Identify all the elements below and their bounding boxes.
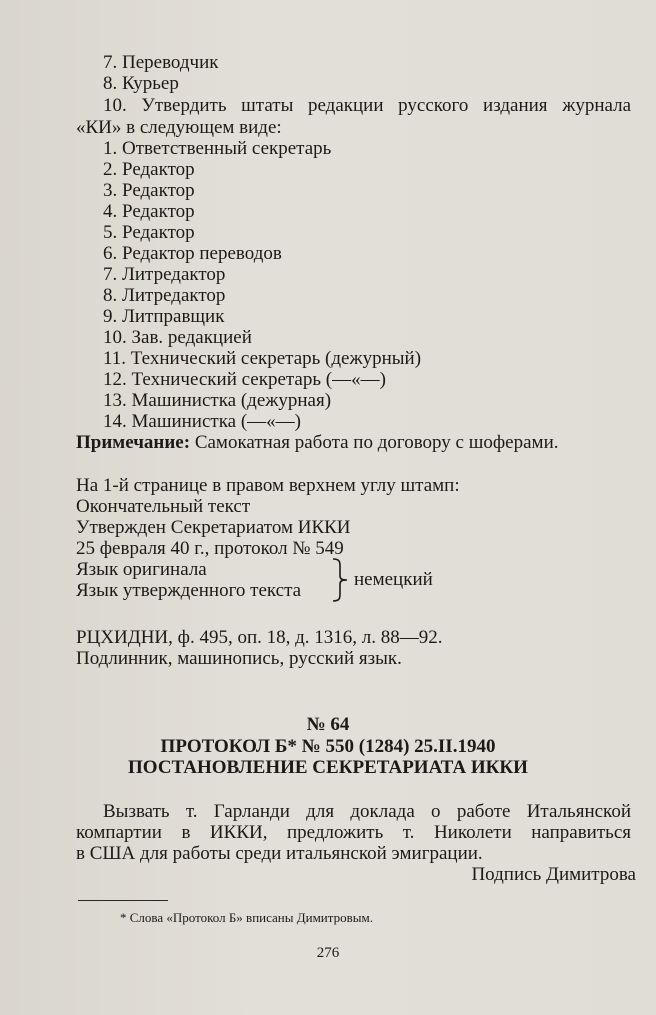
archive-desc: Подлинник, машинопись, русский язык. — [76, 648, 402, 669]
body-line: в США для работы среди итальянской эмиграции. — [76, 843, 483, 864]
body-line: компартии в ИККИ, предложить т. Николети направиться — [76, 822, 631, 843]
archive-ref: РЦХИДНИ, ф. 495, оп. 18, д. 1316, л. 88—92. — [76, 627, 443, 648]
stamp-lang-original: Язык оригинала — [76, 559, 207, 580]
footnote: * Слова «Протокол Б» вписаны Димитровым. — [120, 910, 373, 925]
document-number: № 64 — [306, 714, 350, 735]
list-item: 12. Технический секретарь (—«—) — [103, 369, 386, 390]
list-item: 6. Редактор переводов — [103, 243, 282, 264]
footnote-divider — [78, 900, 168, 901]
list-item: 13. Машинистка (дежурная) — [103, 390, 332, 411]
list-item: 11. Технический секретарь (дежурный) — [103, 348, 422, 369]
list-item: 9. Литправщик — [103, 306, 225, 327]
stamp-line: 25 февраля 40 г., протокол № 549 — [76, 538, 344, 559]
document-subtitle: ПОСТАНОВЛЕНИЕ СЕКРЕТАРИАТА ИККИ — [128, 757, 528, 778]
list-item: 1. Ответственный секретарь — [103, 138, 332, 159]
note-text: Самокатная работа по договору с шоферами. — [194, 432, 559, 453]
list-item: 7. Переводчик — [103, 52, 219, 73]
list-item: 4. Редактор — [103, 201, 195, 222]
note-label: Примечание: — [76, 432, 191, 453]
note-line — [76, 432, 558, 453]
stamp-line: Утвержден Секретариатом ИККИ — [76, 517, 351, 538]
list-item: 8. Курьер — [103, 73, 179, 94]
paragraph-line: «КИ» в следующем виде: — [76, 117, 282, 138]
signature: Подпись Димитрова — [471, 864, 636, 885]
stamp-lang-approved: Язык утвержденного текста — [76, 580, 302, 601]
list-item: 14. Машинистка (—«—) — [103, 411, 301, 432]
list-item: 8. Литредактор — [103, 285, 226, 306]
right-brace-icon — [330, 557, 352, 603]
list-item: 5. Редактор — [103, 222, 195, 243]
paragraph-line: 10. Утвердить штаты редакции русского издания журнала — [103, 95, 631, 116]
list-item: 10. Зав. редакцией — [103, 327, 252, 348]
page-number: 276 — [316, 945, 340, 961]
document-title: ПРОТОКОЛ Б* № 550 (1284) 25.II.1940 — [160, 736, 496, 757]
stamp-language: немецкий — [354, 569, 433, 590]
list-item: 3. Редактор — [103, 180, 195, 201]
list-item: 2. Редактор — [103, 159, 195, 180]
list-item: 7. Литредактор — [103, 264, 226, 285]
stamp-intro: На 1-й странице в правом верхнем углу штамп: — [76, 475, 460, 496]
body-line: Вызвать т. Гарланди для доклада о работе Итальянской — [103, 801, 631, 822]
stamp-line: Окончательный текст — [76, 496, 251, 517]
